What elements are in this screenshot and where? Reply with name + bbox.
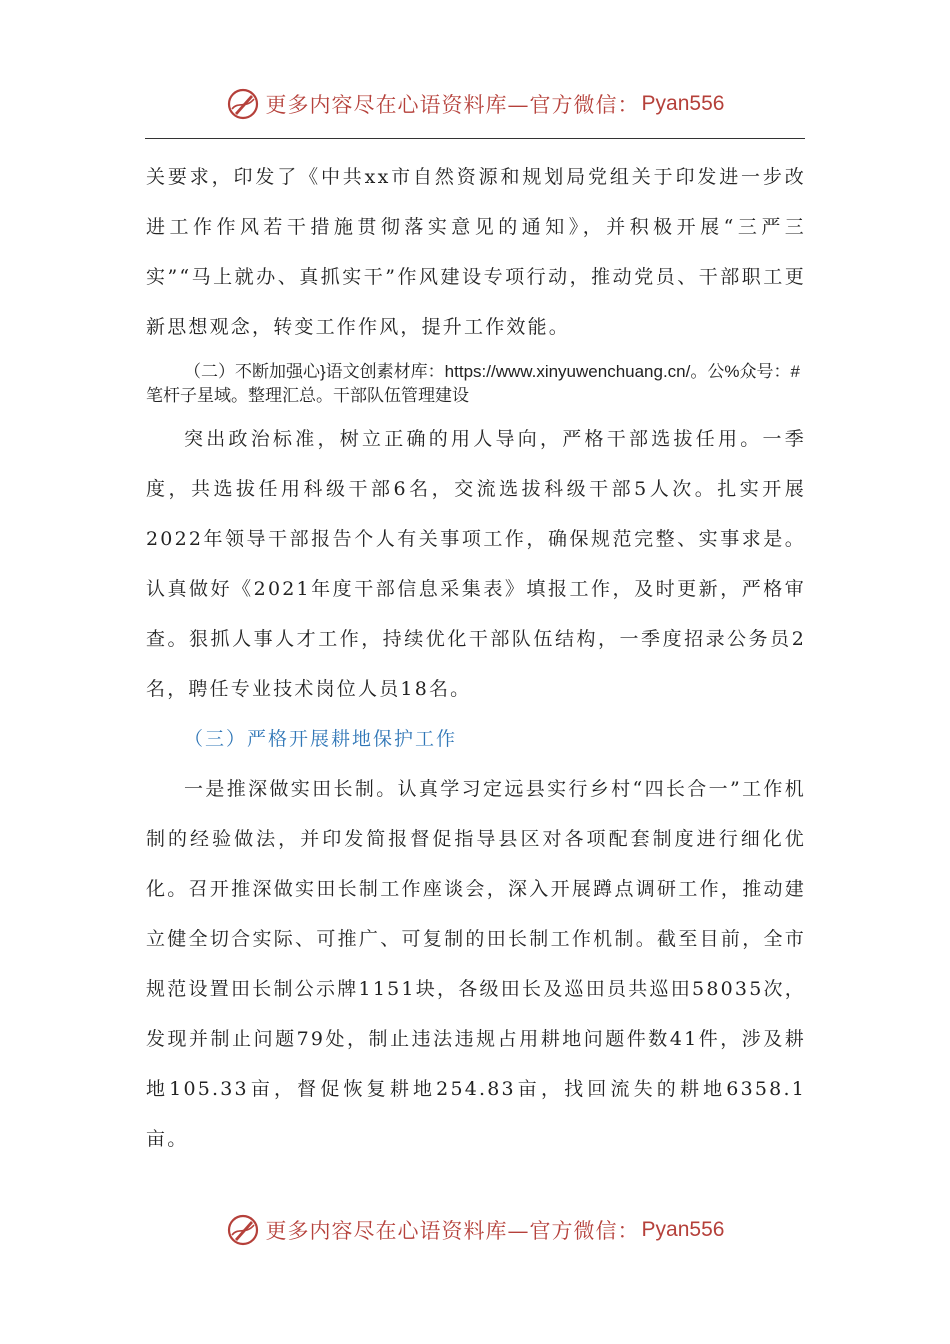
pen-logo-icon xyxy=(226,87,260,121)
pen-logo-icon xyxy=(226,1213,260,1247)
footer-brand xyxy=(0,1210,950,1250)
header-brand xyxy=(0,84,950,124)
section-heading-farmland: （三）严格开展耕地保护工作 xyxy=(184,728,458,750)
header-brand-id: Pyan556 xyxy=(641,92,725,115)
paragraph-work-style: 关要求，印发了《中共xx市自然资源和规划局党组关于印发进一步改进工作作风若干措施贯彻落实意见的通知》，并积极开展“三严三实”“马上就办、真抓实干”作风建设专项行动，推动党员、干部职工更新思想观念，转变工作作风，提升工作效能。 xyxy=(146,166,806,338)
header-brand-text: 更多内容尽在心语资料库—官方微信： xyxy=(265,93,640,117)
section-heading-cadre xyxy=(146,360,806,408)
footer-brand-id: Pyan556 xyxy=(641,1218,725,1241)
paragraph-farmland-protection: 一是推深做实田长制。认真学习定远县实行乡村“四长合一”工作机制的经验做法，并印发简报督促指导县区对各项配套制度进行细化优化。召开推深做实田长制工作座谈会，深入开展蹲点调研工作，推动建立健全切合实际、可推广、可复制的田长制工作机制。截至目前，全市规范设置田长制公示牌1151块，各级田长及巡田员共巡田58035次，发现并制止问题79处，制止违法违规占用耕地问题件数41件，涉及耕地105.33亩，督促恢复耕地254.83亩，找回流失的耕地6358.1亩。 xyxy=(146,778,806,1150)
header-divider xyxy=(145,138,805,139)
section-heading-cadre-text: （二）不断加强心}语文创素材库：https://www.xinyuwenchuang.cn/。公%众号：#笔杆子星域。整理汇总。干部队伍管理建设 xyxy=(146,362,800,405)
document-body xyxy=(146,152,806,1164)
paragraph-cadre-management: 突出政治标准，树立正确的用人导向，严格干部选拔任用。一季度，共选拔任用科级干部6名，交流选拔科级干部5人次。扎实开展2022年领导干部报告个人有关事项工作，确保规范完整、实事求是。认真做好《2021年度干部信息采集表》填报工作，及时更新，严格审查。狠抓人事人才工作，持续优化干部队伍结构，一季度招录公务员2名，聘任专业技术岗位人员18名。 xyxy=(146,428,806,700)
footer-brand-text: 更多内容尽在心语资料库—官方微信： xyxy=(265,1219,640,1243)
